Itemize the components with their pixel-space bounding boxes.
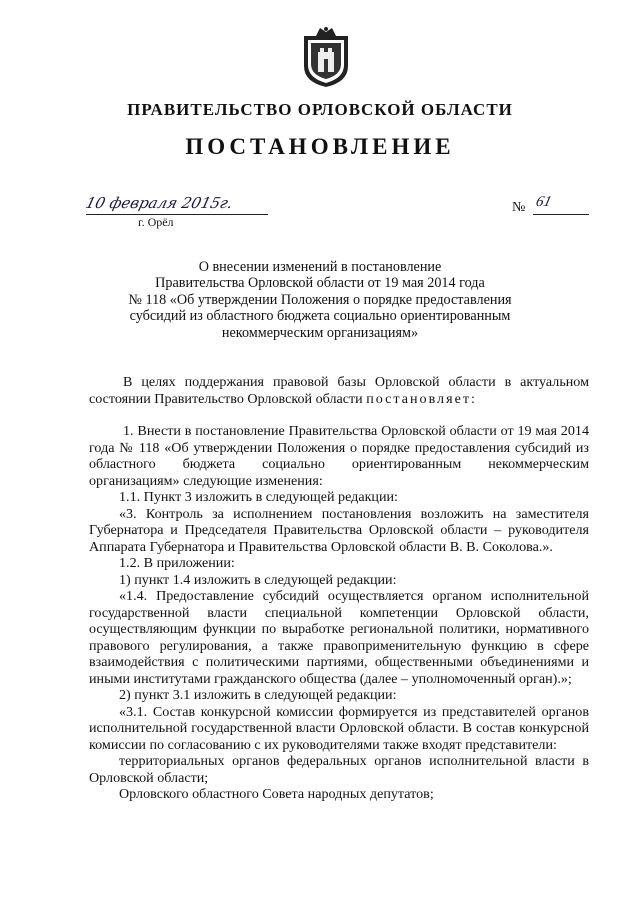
decree-body bbox=[89, 374, 589, 803]
paragraph-1-1-text: «3. Контроль за исполнением постановления возложить на заместителя Губернатора и Председателя Правительства Орловской области – руководителя Аппарата Губернатора и Правительства Орловской области В. В. Соколова.». bbox=[89, 505, 589, 555]
subject-line: субсидий из областного бюджета социально ориентированным bbox=[129, 308, 511, 325]
preamble-text: В целях поддержания правовой базы Орловской области в актуальном состоянии Правительство Орловской области bbox=[89, 374, 589, 407]
subject-line: Правительства Орловской области от 19 мая 2014 года bbox=[155, 275, 485, 292]
government-title: ПРАВИТЕЛЬСТВО ОРЛОВСКОЙ ОБЛАСТИ bbox=[127, 100, 513, 119]
date-underline bbox=[86, 214, 268, 215]
coat-of-arms-emblem bbox=[300, 26, 352, 88]
handwritten-date: 10 февраля 2015г. bbox=[83, 194, 235, 212]
subject-line: О внесении изменений в постановление bbox=[198, 259, 442, 275]
document-type-title: ПОСТАНОВЛЕНИЕ bbox=[185, 134, 455, 159]
paragraph-1-2-2: 2) пункт 3.1 изложить в следующей редакции: bbox=[119, 687, 397, 703]
paragraph-1-2: 1.2. В приложении: bbox=[119, 555, 235, 571]
handwritten-number: 61 bbox=[534, 194, 554, 210]
decree-subject bbox=[100, 259, 540, 341]
paragraph-1: 1. Внести в постановление Правительства Орловской области от 19 мая 2014 года № 118 «Об утверждении Положения о порядке предоставления субсидий из областного бюджета социально ориентированным некоммерческим организациям» следующие изменения: bbox=[89, 423, 589, 489]
subject-line: некоммерческим организациям» bbox=[221, 324, 419, 341]
number-label: № bbox=[512, 200, 526, 215]
paragraph-regional-council: Орловского областного Совета народных депутатов; bbox=[119, 786, 434, 802]
subject-line: № 118 «Об утверждении Положения о порядке предоставления bbox=[128, 291, 512, 308]
paragraph-1-2-1: 1) пункт 1.4 изложить в следующей редакции: bbox=[119, 571, 397, 588]
preamble-paragraph bbox=[89, 374, 589, 407]
city-label: г. Орёл bbox=[138, 215, 174, 229]
paragraph-1-2-2-text: «3.1. Состав конкурсной комиссии формируется из представителей органов исполнительной государственной власти Орловской области. В состав конкурсной комиссии по согласованию с их руководителями также входят представители: bbox=[89, 703, 589, 753]
paragraph-1-2-1-text: «1.4. Предоставление субсидий осуществляется органом исполнительной государственной власти специальной компетенции Орловской области, осуществляющим функции по выработке региональной политики, нормативного правового регулирования, а также правоприменительную функцию в сфере взаимодействия с политическими партиями, общественными объединениями и иными институтами гражданского общества (далее – уполномоченный орган).»; bbox=[89, 588, 589, 687]
paragraph-territorial-bodies: территориальных органов федеральных органов исполнительной власти в Орловской области; bbox=[89, 753, 589, 786]
resolves-keyword: постановляет: bbox=[366, 390, 477, 407]
number-underline bbox=[533, 214, 589, 215]
paragraph-1-1: 1.1. Пункт 3 изложить в следующей редакции: bbox=[119, 489, 398, 505]
